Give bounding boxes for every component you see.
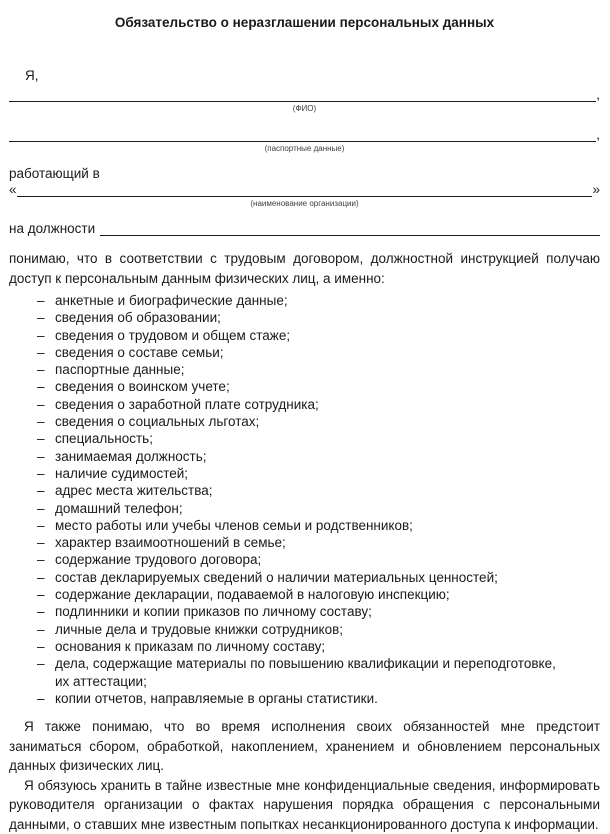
list-item-text: сведения о заработной плате сотрудника; — [55, 396, 319, 412]
list-item-text: копии отчетов, направляемые в органы статистики. — [55, 690, 378, 706]
list-item — [9, 621, 600, 638]
list-item-text: состав декларируемых сведений о наличии материальных ценностей; — [55, 569, 498, 585]
list-item — [9, 309, 600, 326]
list-item-text: сведения о трудовом и общем стаже; — [55, 327, 291, 343]
list-item — [9, 655, 600, 690]
fio-blank-line[interactable] — [9, 87, 596, 102]
list-item — [9, 500, 600, 517]
list-item — [9, 292, 600, 309]
dash-marker: – — [37, 638, 45, 654]
fio-field-row — [9, 87, 600, 102]
list-item-text: адрес места жительства; — [55, 483, 213, 499]
dash-marker: – — [37, 656, 45, 672]
dash-marker: – — [37, 621, 45, 637]
passport-trailing-comma: , — [596, 127, 600, 142]
passport-blank-line[interactable] — [9, 127, 596, 142]
dash-marker: – — [37, 396, 45, 412]
list-item-text: анкетные и биографические данные; — [55, 293, 288, 308]
personal-data-list — [9, 292, 600, 707]
list-item — [9, 517, 600, 534]
list-item-text: наличие судимостей; — [55, 465, 189, 481]
position-field-row — [9, 221, 600, 236]
dash-marker: – — [37, 414, 45, 430]
list-item-text: содержание трудового договора; — [55, 552, 262, 568]
list-item-text: характер взаимоотношений в семье; — [55, 535, 286, 551]
fio-trailing-comma: , — [596, 87, 600, 102]
list-item-text: сведения о составе семьи; — [55, 344, 224, 360]
list-item-text: место работы или учебы членов семьи и родственников; — [55, 517, 413, 533]
dash-marker: – — [37, 362, 45, 378]
organization-blank-line[interactable] — [17, 182, 593, 197]
list-item — [9, 378, 600, 395]
list-item-text: личные дела и трудовые книжки сотрудников; — [55, 621, 344, 637]
list-item — [9, 690, 600, 707]
closing-paragraph-1: Я также понимаю, что во время исполнения своих обязанностей мне предстоит заниматься сбором, обработкой, накоплением, хранением и обновлением персональных данных физических лиц. — [9, 719, 600, 774]
list-item-text: занимаемая должность; — [55, 448, 207, 464]
dash-marker: – — [37, 483, 45, 499]
fio-caption: (ФИО) — [292, 104, 317, 113]
pronoun-label: Я, — [25, 68, 39, 83]
dash-marker: – — [37, 431, 45, 447]
list-item — [9, 534, 600, 551]
organization-caption: (наименование организации) — [250, 199, 359, 208]
list-item-text: содержание декларации, подаваемой в налоговую инспекцию; — [55, 587, 450, 603]
list-item — [9, 413, 600, 430]
employed-in-label: работающий в — [9, 166, 100, 181]
closing-paragraph-2: Я обязуюсь хранить в тайне известные мне конфиденциальные сведения, информировать руководителя организации о фактах нарушения порядка обращения с персональными данными, о ставших мне известным попытках несанкционированного доступа к информации. — [9, 777, 600, 832]
list-item — [9, 465, 600, 482]
document-title: Обязательство о неразглашении персональных данных — [114, 15, 495, 30]
list-item-text: сведения об образовании; — [55, 310, 221, 326]
list-item-text: сведения о воинском учете; — [55, 379, 230, 395]
passport-field-row — [9, 127, 600, 142]
list-item — [9, 430, 600, 447]
list-item-text: основания к приказам по личному составу; — [55, 638, 326, 654]
list-item — [9, 569, 600, 586]
dash-marker: – — [37, 517, 45, 533]
list-item-text: подлинники и копии приказов по личному составу; — [55, 604, 372, 620]
dash-marker: – — [37, 587, 45, 603]
dash-marker: – — [37, 552, 45, 568]
dash-marker: – — [37, 465, 45, 481]
organization-field-row — [9, 182, 600, 197]
list-item-text: сведения о социальных льготах; — [55, 414, 260, 430]
dash-marker: – — [37, 535, 45, 551]
dash-marker: – — [37, 293, 45, 308]
position-label: на должности — [9, 221, 96, 236]
position-blank-line[interactable] — [100, 221, 600, 236]
list-item — [9, 327, 600, 344]
list-item-text: специальность; — [55, 431, 153, 447]
dash-marker: – — [37, 379, 45, 395]
list-item — [9, 361, 600, 378]
dash-marker: – — [37, 604, 45, 620]
dash-marker: – — [37, 500, 45, 516]
list-item — [9, 638, 600, 655]
dash-marker: – — [37, 344, 45, 360]
open-quote: « — [9, 182, 17, 197]
list-item — [9, 482, 600, 499]
dash-marker: – — [37, 310, 45, 326]
list-item-text: дела, содержащие материалы по повышению квалификации и переподготовке, их аттестации; — [55, 656, 556, 689]
list-item — [9, 396, 600, 413]
access-intro-paragraph: понимаю, что в соответствии с трудовым договором, должностной инструкцией получаю доступ к персональным данным физических лиц, а именно: — [9, 251, 600, 286]
close-quote: » — [592, 182, 600, 197]
list-item — [9, 551, 600, 568]
list-item — [9, 603, 600, 620]
dash-marker: – — [37, 569, 45, 585]
list-item-text: домашний телефон; — [55, 500, 183, 516]
list-item-text: паспортные данные; — [55, 362, 185, 378]
list-item — [9, 586, 600, 603]
list-item — [9, 344, 600, 361]
list-item — [9, 448, 600, 465]
dash-marker: – — [37, 448, 45, 464]
dash-marker: – — [37, 327, 45, 343]
passport-caption: (паспортные данные) — [264, 144, 345, 153]
dash-marker: – — [37, 690, 45, 706]
